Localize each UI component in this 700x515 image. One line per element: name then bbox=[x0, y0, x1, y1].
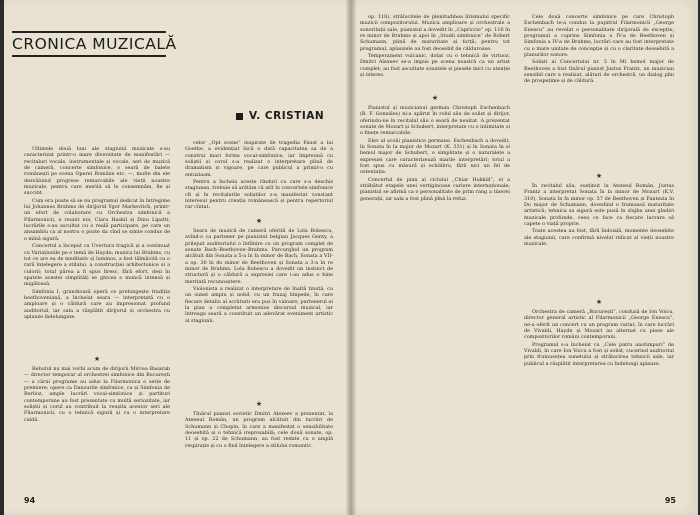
author-byline bbox=[236, 110, 324, 122]
paragraph: Temperament vulcanic, dotat cu o tehnică de virtuoz, Dmitri Alexeev se-a impus pe scena noastră ca un artist complet; au fost ascultate sonatele și piesele mici cu atenție și interes. bbox=[360, 53, 510, 79]
right-page bbox=[354, 0, 698, 515]
title-rule-top bbox=[12, 31, 166, 33]
paragraph: Seara de muzică de cameră oferită de Lola Bobescu, avînd-o ca partener pe pianistul belgian Jacques Genty, a prilejuit auditoriului o întîlnire cu un program complet de sonate Bach–Beethoven–Brahms. Parcurgînd un program alcătuit din Sonata a 5-a în fa minor de Bach, Sonata a VII-a op. 30 în do minor de Beethoven și Sonata a 3-a în re minor de Brahms, Lola Bobescu a dovedit un instinct de structură și o căldură a expresiei care i-au adus o bine meritată recunoaștere. bbox=[185, 228, 333, 285]
column-1-after-star bbox=[24, 353, 170, 493]
paragraph: Concertul de pian al ciclului „Chiar Hukkill”, el a străbătut etapele unei vertiginoase cariere internaționale; pianistul se afirmă ca o personalitate de prim rang a tinerei generații, iar sala a fost plină pînă la refuz. bbox=[360, 176, 510, 202]
paragraph: Soliști ai Concertului nr. 5 în Mi bemol major de Beethoven a fost tînărul pianist Justus Frantz, un muzician sensibil care a realizat, alături de orchestră, un dialog plin de prospețime și de căldură. bbox=[524, 59, 674, 85]
column-3 bbox=[360, 14, 510, 88]
paragraph: Pianistul și muzicianul german Christoph Eschenbach (B. F. Gonzáles) ni-a apărut în rolul său de solist și dirijor, oferindu-ne în recitalul său o seară de neuitat. A prezentat sonate de Mozart și Schubert, interpretate cu o intimitate și o finețe remarcabile. bbox=[360, 105, 510, 137]
column-2 bbox=[185, 140, 333, 212]
star-separator-icon: ★ bbox=[255, 400, 263, 408]
star-separator-icon: ★ bbox=[595, 298, 603, 306]
section-title: CRONICA MUZICALĂ bbox=[12, 35, 177, 53]
column-4 bbox=[524, 14, 674, 166]
paragraph: În recitalul său, susținut la Ateneul Român, Justus Frantz a interpretat Sonata în la minor de Mozart (K.V. 310), Sonata în fa minor op. 57 de Beethoven și Fantezia în Do major de Schumann, dovedind o frumoasă maturitate artistică; tehnica sa sigură este pusă în slujba unei gîndiri muzicale profunde, ceea ce face ca fiecare lucrare să capete o viață proprie. bbox=[524, 183, 674, 228]
paragraph: Elev al școlii pianistice germane, Eschenbach a dovedit, în Sonata în la major de Mozart (K. 331) și în Sonata în si bemol major de Schubert, o simplitate și o naturalețe a expresiei care caracterizează marile interpretări; totul a fost spus cu măsură și echilibru, fără nici un fel de ostentație. bbox=[360, 137, 510, 176]
paragraph: op. 118), strălucitele de plenitudinea lirismului specific muzicii compozitorului. Muzica amplioare și orchestrale a sonoritații sale, pianistul a dovedit în „Capriccio” op. 116 în re minor de Brahms și apoi în „Studii simfonice” de Robert Schumann, plină de maturitate și forță; pentru tot programul, aplauzele au fost deosebit de călduroase. bbox=[360, 14, 510, 52]
paragraph: Concertul a început cu Uvertura tragică și a continuat cu Variațiunile pe o temă de Haydn; muzica lui Brahms, cu tot ce are ea de meditativ și luminos, a fost tălmăcită cu o rară înțelegere a stilului, a construcției arhitectonice și a culorii; totul părea a fi spus firesc, fără efort, deși în spatele acestei simplități se ghicea o muncă intensă și migăloasă. bbox=[24, 243, 170, 288]
star-separator-icon: ★ bbox=[431, 94, 439, 102]
star-separator-icon: ★ bbox=[93, 355, 101, 363]
paragraph: Pentru a încheia aceste rînduri cu care s-a deschis stagiunea, trebuie să arătăm că atît în concertele simfonice cît și în recitalurile soliștilor s-a manifestat constant interesul pentru creația românească și pentru repertoriul rar cîntat. bbox=[185, 179, 333, 211]
paragraph: Rebutul nu mai vorbi acum de dirijorii Mircea Basarab — director temporar al orchestrei simfonice din București — a cărui programe au adus la Filarmonica o serie de premiere; opere ca Dansurile simfonice, ca și Simfonia de Berlioz, ample lucrări vocal-simfonice și partituri contemporane au fost prezentate cu multă seriozitate, iar soliștii și corul au contribuit la reușita acestor seri ale Filarmonicii, cu o tehnică sigură și cu o interpretare caldă. bbox=[24, 366, 170, 423]
paragraph: Toate acestea au fost, fără îndoială, momente deosebite ale stagiunii, care confirmă nivelul ridicat al vieții noastre muzicale. bbox=[524, 228, 674, 248]
star-separator-icon: ★ bbox=[255, 217, 263, 225]
column-2-bottom bbox=[185, 398, 333, 491]
paragraph: Cum era poate să se nu programul dedicat în întregime lui Johannes Brahms de dirijorul Ygor Markevitch, printr-un efort de colaborare cu Orchestra simfonică a Filarmonicii, a reunit noi, Clara Haskil și Dinu Lipatti; lucrările s-au ascultat cu o reală participare, pe care un ansamblu ca al nostru o poate da cînd se simte condus de o mînă sigură. bbox=[24, 197, 170, 242]
book-spread bbox=[4, 0, 698, 515]
bullet-square-icon bbox=[236, 113, 243, 120]
author-name: V. CRISTIAN bbox=[249, 110, 325, 122]
paragraph: Cele două concerte simfonice pe care Christoph Eschenbach le-a condus la pupitrul Filarmonicii „George Enescu” au revelat o personalitate dirijorală de excepție; programul a cuprins Simfonia a IV-a de Beethoven și Simfonia a IV-a de Brahms, lucrări care au fost interpretate cu o mare unitate de concepție și cu o claritate deosebită a planurilor sonore. bbox=[524, 14, 674, 59]
column-4-bottom bbox=[524, 296, 674, 492]
left-page bbox=[4, 0, 348, 515]
paragraph: Tînărul pianist sovietic Dmitri Alexeev a prezentat, la Ateneul Român, un program alcătuit din lucrări de Schumann și Chopin, în care a manifestat o sensibilitate deosebită și o tehnică ireproșabilă; cele două sonate, op. 11 și op. 22 de Schumann, au fost redate cu o amplă respirație și cu o fină înțelegere a stilului romantic. bbox=[185, 411, 333, 449]
column-1 bbox=[24, 146, 170, 350]
page-number: 95 bbox=[664, 496, 676, 505]
paragraph: Programul s-a încheiat cu „Cele patru anotimpuri” de Vivaldi, în care Ion Voicu a fost și solist, cucerind auditoriul prin frumusețea sunetului și strălucirea tehnicii sale, iar publicul a răsplătit interpretarea cu îndelungi aplauze. bbox=[524, 341, 674, 367]
paragraph: Ultimele două luni ale stagiunii muzicale s-au caracterizat printr-o mare diversitate de manifestări — recitaluri vocale, instrumentale și vocale, seri de muzică de cameră, concerte simfonice, o seară de balete românești pe scena Operei Române etc. —, multe din ele dezvăluind progrese remarcabile ale vieții noastre muzicale, pentru care merită să le consemnăm, fie și succint. bbox=[24, 146, 170, 197]
paragraph: Violonista a realizat o interpretare de înaltă ținută, cu un sunet amplu și nobil, cu un frazaj limpede, în care fiecare detaliu al scriiturii era pus în valoare; partenerul ei la pian a completat armonios discursul muzical, iar întreaga seară a constituit un adevărat eveniment artistic al stagiunii. bbox=[185, 286, 333, 324]
paragraph: Simfonia I, grandioasă operă ce prelungește tradiția beethoveniană, a încheiat seara — interpretată cu o amploare și o căldură care au impresionat profund auditoriul, iar sala a răsplătit dirijorul și orchestra cu aplauze îndelungate. bbox=[24, 288, 170, 320]
page-number: 94 bbox=[24, 496, 36, 505]
column-2-middle bbox=[185, 215, 333, 395]
title-rule-bottom bbox=[12, 55, 166, 57]
column-4-middle bbox=[524, 170, 674, 292]
column-3-body bbox=[360, 92, 510, 492]
star-separator-icon: ★ bbox=[595, 172, 603, 180]
paragraph: celor „Opt scene” inspirate de tragedia Faust a lui Goethe, a evidențiat încă o dată capacitatea sa de a construi mari forme vocal-simfonice, iar împreună cu soliștii și corul s-a realizat o interpretare plină de dramatism și vigoare, pe care publicul a primit-o cu entuziasm. bbox=[185, 140, 333, 178]
paragraph: Orchestra de cameră „București”, condusă de Ion Voicu, director general artistic al Filarmonicii „George Enescu”, ne-a oferit un concert cu un program variat, în care lucrări de Vivaldi, Haydn și Mozart au alternat cu piese ale compozitorilor români contemporani. bbox=[524, 309, 674, 341]
